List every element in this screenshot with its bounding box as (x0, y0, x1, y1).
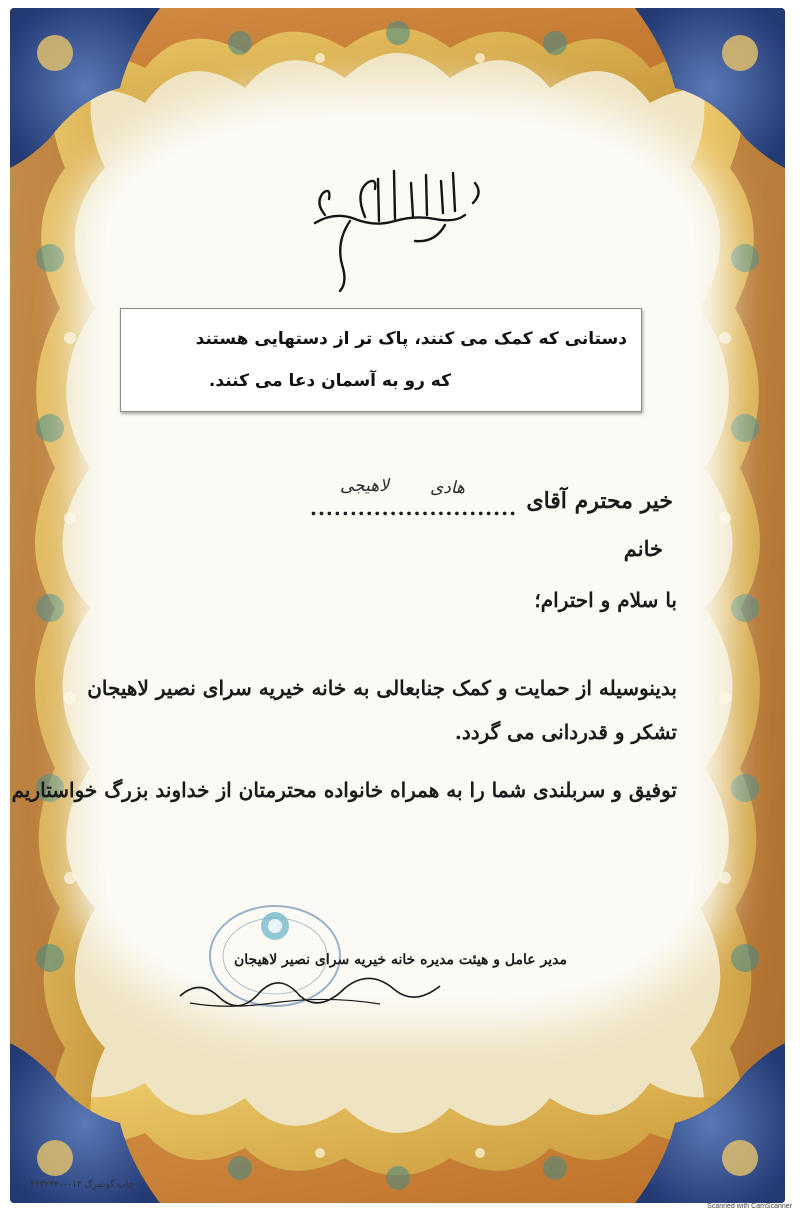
recipient-label-female: خانم (623, 536, 663, 561)
recipient-dots: .......................... (310, 496, 518, 520)
signature-scribble (170, 958, 470, 1018)
scanner-watermark: Scanned with CamScanner (707, 1203, 792, 1210)
bismillah-calligraphy (295, 153, 495, 293)
quote-line-2: که رو به آسمان دعا می کنند. (208, 371, 451, 391)
certificate (10, 8, 785, 1203)
body-line-3: توفیق و سربلندی شما را به همراه خانواده محترمتان از خداوند بزرگ خواستاریم (11, 778, 677, 802)
greeting: با سلام و احترام؛ (534, 588, 677, 612)
signature-title: مدیر عامل و هیئت مدیره خانه خیریه سرای نصیر لاهیجان (234, 952, 567, 968)
body-line-2: تشکر و قدردانی می گردد. (454, 720, 677, 744)
recipient-first-name: هادی (430, 478, 466, 498)
recipient-last-name: لاهیجی (340, 476, 389, 496)
printer-note: چاپ گوتنبرگ ۰۱۳-۴۲۳۲۳۲۰ (30, 1180, 135, 1190)
body-line-1: بدینوسیله از حمایت و کمک جنابعالی به خانه خیریه سرای نصیر لاهیجان (87, 676, 677, 700)
quote-box (120, 308, 642, 412)
quote-line-1: دستانی که کمک می کنند، پاک تر از دستهایی هستند (195, 329, 627, 349)
recipient-label: خیر محترم آقای (526, 488, 673, 514)
